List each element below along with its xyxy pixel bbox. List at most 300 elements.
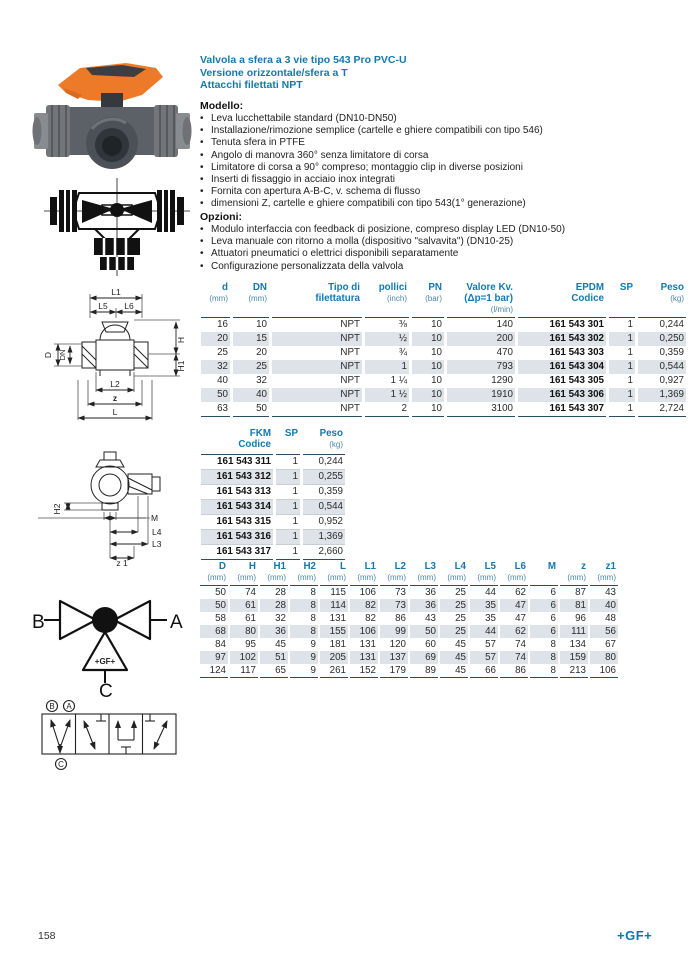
table-cell: 40 [590,599,618,612]
table-cell: 6 [550,586,556,598]
list-item-text: Angolo di manovra 360° senza limitatore di corsa [211,149,429,161]
table-cell: 68 [200,625,228,638]
table-row [201,469,345,484]
table-cell: 0,244 [659,319,684,331]
table-cell: 1 [609,360,635,374]
dim-label-z: z [112,393,118,403]
table-cell: 86 [395,612,406,624]
table-cell: 161 543 311 [217,456,271,468]
kv-specification-table [198,283,689,417]
table-cell: 137 [380,651,408,664]
table-row [200,586,618,599]
column-header: pollici (inch) [365,283,409,318]
list-item-text: Configurazione personalizzata della valvola [211,260,404,272]
table-cell: 20 [201,332,230,346]
table-cell: 0,250 [638,332,686,346]
table-row [201,514,345,529]
fkm-code-table [198,429,348,560]
table-cell: 35 [485,612,496,624]
table-cell: 9 [290,664,318,678]
dimension-drawing-front [38,284,193,426]
table-cell: 1910 [447,388,515,402]
table-cell: 161 543 305 [549,375,604,387]
schema-port-b: B [49,702,55,711]
table-row [201,402,686,417]
table-cell: 213 [560,664,588,678]
table-cell: 61 [245,612,256,624]
table-cell: 51 [260,651,288,664]
table-cell: 56 [590,625,618,638]
table-cell: 2,660 [303,544,345,560]
table-cell: 62 [500,625,528,638]
table-cell: 6 [530,625,558,638]
table-cell: 48 [605,612,616,624]
table-cell: 0,244 [318,456,343,468]
table-cell: 152 [350,664,378,678]
table-row [200,651,618,664]
schema-port-a: A [66,702,72,711]
table-cell: 10 [431,375,442,387]
table-cell: 50 [410,625,438,638]
dimensions-table [198,562,620,678]
table-cell: 470 [496,347,513,359]
page-title-line-3: Attacchi filettati NPT [200,79,303,92]
table-cell: 8 [310,612,316,624]
dim-label-h: H [176,336,186,344]
table-cell: 0,952 [303,514,345,529]
table-cell: 80 [590,651,618,664]
table-cell: 200 [447,332,515,346]
table-cell: 8 [530,664,558,678]
table-cell: NPT [272,388,362,402]
table-cell: 10 [431,319,442,331]
table-cell: 134 [569,638,586,650]
column-header: H2 (mm) [290,562,318,586]
column-header: L3 (mm) [410,562,438,586]
table-cell: 10 [412,402,444,417]
table-cell: 73 [380,599,408,612]
table-cell: 1 [276,484,300,499]
column-header: z1 (mm) [590,562,618,586]
column-header: L1 (mm) [350,562,378,586]
dim-label-h1: H1 [176,360,186,372]
table-cell: 82 [350,599,378,612]
table-cell: 44 [485,586,496,598]
table-cell: 9 [290,651,318,664]
table-cell: 140 [496,319,513,331]
dim-label-l: L [112,407,118,417]
column-header: M [530,562,558,586]
table-row [201,484,345,499]
table-cell: 99 [380,625,408,638]
table-cell: 2,724 [638,402,686,417]
list-item-text: Limitatore di corsa a 90° compreso; montaggio clip in diverse posizioni [211,161,523,173]
table-cell: 1 [276,499,300,514]
table-cell: 131 [359,638,376,650]
table-cell: 1 [627,347,633,359]
table-cell: 25 [455,612,466,624]
table-cell: 95 [245,638,256,650]
table-cell: 205 [320,651,348,664]
table-cell: 1 ¼ [390,375,407,387]
bullet-icon: • [200,161,204,173]
table-cell: 1 [276,529,300,544]
table-cell: 6 [550,612,556,624]
table-cell: 28 [260,599,288,612]
table-cell: 97 [200,651,228,664]
model-heading: Modello: [200,100,244,112]
table-cell: NPT [272,360,362,374]
table-cell: 57 [470,651,498,664]
table-cell: 15 [233,332,269,346]
table-row [201,374,686,388]
table-cell: 66 [470,664,498,678]
table-cell: 161 543 314 [201,499,273,514]
bullet-icon: • [200,198,204,210]
column-header: DN (mm) [233,283,269,318]
column-header: SP [276,429,300,455]
table-cell: 74 [245,586,256,598]
dim-label-l4: L4 [152,527,162,537]
table-cell: 106 [359,586,376,598]
list-item-text: dimensioni Z, cartelle e ghiere compatibili con tipo 543(1° generazione) [211,198,526,210]
table-cell: 58 [215,612,226,624]
table-cell: 82 [365,612,376,624]
column-header: D (mm) [200,562,228,586]
table-cell: NPT [340,375,360,387]
table-cell: 1 [609,388,635,402]
table-cell: 35 [470,599,498,612]
column-header: FKM Codice [201,429,273,455]
table-cell: 181 [329,638,346,650]
table-cell: 0,359 [303,484,345,499]
table-cell: 161 543 316 [201,529,273,544]
list-item [200,150,670,162]
table-cell: 45 [440,651,468,664]
table-cell: 87 [575,586,586,598]
table-cell: 57 [485,638,496,650]
table-row [200,664,618,678]
table-cell: 159 [560,651,588,664]
table-cell: 45 [275,638,286,650]
table-cell: 161 543 315 [201,514,273,529]
table-cell: 8 [530,651,558,664]
table-cell: 47 [500,599,528,612]
flow-port-a: A [170,612,183,633]
dim-label-l5: L5 [98,301,108,311]
table-cell: 25 [440,599,468,612]
table-cell: 1 [276,469,300,484]
header-row [201,283,686,318]
table-cell: 89 [410,664,438,678]
gf-mark: +GF+ [94,657,116,666]
table-row [201,455,345,469]
dim-label-l2: L2 [110,379,120,389]
table-cell: 32 [275,612,286,624]
table-cell: 50 [200,599,228,612]
table-cell: 86 [500,664,528,678]
column-header: H (mm) [230,562,258,586]
bullet-icon: • [200,248,204,260]
table-cell: 45 [440,664,468,678]
dim-label-l3: L3 [152,539,162,549]
table-cell: 36 [425,586,436,598]
table-cell: 69 [410,651,438,664]
column-header: EPDM Codice [518,283,606,318]
list-item [200,174,670,186]
list-item [200,186,670,198]
table-cell: 32 [256,375,267,387]
table-cell: 67 [605,638,616,650]
table-cell: 1,369 [638,388,686,402]
table-cell: 1 [292,456,298,468]
table-cell: 117 [230,664,258,678]
table-cell: 36 [260,625,288,638]
table-cell: 3100 [447,402,515,417]
column-header: Valore Kv. (Δp=1 bar) (l/min) [447,283,515,318]
list-item [200,248,670,260]
table-row [201,544,345,560]
page-title-line-1: Valvola a sfera a 3 vie tipo 543 Pro PVC-U [200,54,407,66]
model-list [200,113,670,211]
table-cell: 84 [215,638,226,650]
options-list [200,224,670,273]
table-row [200,625,618,638]
table-cell: 1,369 [303,529,345,544]
list-item [200,236,670,248]
table-row [200,638,618,651]
column-header: SP [609,283,635,318]
table-cell: 10 [256,319,267,331]
table-cell: 161 543 303 [549,347,604,359]
table-cell: 0,359 [659,347,684,359]
table-cell: 131 [329,612,346,624]
bullet-icon: • [200,186,204,198]
table-row [201,388,686,402]
table-cell: 261 [320,664,348,678]
table-cell: 40 [217,375,228,387]
column-header: L (mm) [320,562,348,586]
table-row [201,529,345,544]
table-cell: 9 [310,638,316,650]
table-cell: 161 543 307 [518,402,606,417]
table-row [200,599,618,612]
table-row [201,332,686,346]
table-cell: 1 [627,319,633,331]
table-cell: 10 [412,388,444,402]
list-item-text: Installazione/rimozione semplice (cartelle e ghiere compatibili con tipo 546) [211,125,543,137]
table-cell: 1 [609,332,635,346]
table-cell: 10 [431,347,442,359]
table-cell: 65 [260,664,288,678]
table-cell: 131 [350,651,378,664]
table-cell: NPT [340,319,360,331]
table-cell: 0,927 [659,375,684,387]
list-item-text: Attuatori pneumatici o elettrici disponibili separatamente [211,248,459,260]
table-cell: 0,544 [638,360,686,374]
table-cell: 0,255 [303,469,345,484]
table-cell: 36 [410,599,438,612]
column-header: L2 (mm) [380,562,408,586]
table-cell: 111 [560,625,588,638]
page-title-line-2: Versione orizzontale/sfera a T [200,66,348,79]
table-cell: 28 [275,586,286,598]
valve-photo [30,55,195,173]
flow-schematic [30,586,185,698]
table-cell: 10 [412,332,444,346]
list-item [200,137,670,149]
table-cell: 161 543 306 [518,388,606,402]
table-cell: 161 543 312 [201,469,273,484]
table-cell: 74 [500,651,528,664]
table-cell: 6 [530,599,558,612]
bullet-icon: • [200,113,204,124]
list-item [200,224,670,236]
bullet-icon: • [200,224,204,235]
table-cell: 50 [233,402,269,417]
dim-label-m: M [151,513,159,523]
table-cell: 50 [215,586,226,598]
table-cell: 161 543 301 [549,319,604,331]
dim-label-l6: L6 [124,301,134,311]
table-cell: 106 [590,664,618,678]
table-cell: ½ [365,332,409,346]
column-header: Peso (kg) [303,429,345,455]
column-header: d (mm) [201,283,230,318]
bullet-icon: • [200,174,204,186]
table-cell: 161 543 304 [518,360,606,374]
list-item [200,198,670,210]
page-number: 158 [38,930,56,942]
list-item-text: Leva manuale con ritorno a molla (dispositivo "salvavita") (DN10-25) [211,236,514,248]
table-cell: 1 [276,514,300,529]
bullet-icon: • [200,260,204,272]
table-cell: 81 [560,599,588,612]
table-cell: 10 [412,360,444,374]
table-cell: 25 [455,586,466,598]
list-item-text: Fornita con apertura A-B-C, v. schema di flusso [211,186,421,198]
table-cell: 1 [276,544,300,560]
dim-label-z1: z 1 [116,558,128,568]
table-cell: 1290 [491,375,513,387]
column-header: L6 (mm) [500,562,528,586]
table-cell: 60 [425,638,436,650]
table-cell: 44 [470,625,498,638]
dim-label-d: D [43,351,53,359]
table-cell: 43 [425,612,436,624]
table-cell: 1 ½ [365,388,409,402]
title-block [200,54,662,92]
table-row [201,318,686,332]
flow-port-c: C [99,681,113,698]
table-cell: 96 [575,612,586,624]
table-cell: 161 543 317 [201,544,273,560]
list-item-text: Inserti di fissaggio in acciaio inox integrati [211,174,395,186]
list-item [200,261,670,273]
table-cell: 793 [447,360,515,374]
flow-port-b: B [32,612,45,633]
table-cell: 32 [201,360,230,374]
dim-label-h2: H2 [52,503,62,515]
options-heading: Opzioni: [200,211,242,223]
column-header: PN (bar) [412,283,444,318]
table-cell: 80 [230,625,258,638]
table-cell: 47 [515,612,526,624]
valve-front-drawing [42,176,192,280]
table-cell: 102 [230,651,258,664]
table-cell: 25 [217,347,228,359]
table-cell: 8 [310,586,316,598]
list-item [200,113,670,125]
table-cell: 8 [290,599,318,612]
header-row [200,562,618,586]
header-row [201,429,345,455]
gf-logo: +GF+ [617,928,653,943]
table-cell: 16 [217,319,228,331]
table-cell: ¾ [398,347,407,359]
schema-port-c: C [58,760,64,769]
table-cell: 1 [609,402,635,417]
table-cell: 161 543 313 [201,484,273,499]
table-cell: 25 [233,360,269,374]
table-cell: 120 [389,638,406,650]
column-header: z (mm) [560,562,588,586]
dim-label-dn: DN [58,349,67,361]
table-cell: 1 [627,375,633,387]
column-header: H1 (mm) [260,562,288,586]
table-cell: 114 [320,599,348,612]
list-item [200,125,670,137]
table-row [201,360,686,374]
table-cell: 0,544 [303,499,345,514]
column-header: Peso (kg) [638,283,686,318]
table-cell: 61 [230,599,258,612]
table-cell: 45 [455,638,466,650]
table-cell: 1 [365,360,409,374]
table-cell: 115 [330,586,346,598]
table-cell: 50 [201,388,230,402]
table-cell: 63 [201,402,230,417]
table-cell: 8 [290,625,318,638]
table-cell: 124 [200,664,228,678]
table-cell: 8 [550,638,556,650]
table-cell: 74 [515,638,526,650]
table-cell: 43 [605,586,616,598]
dimension-drawing-side [38,440,193,568]
list-item [200,162,670,174]
table-cell: 161 543 302 [518,332,606,346]
table-cell: NPT [272,402,362,417]
list-item-text: Leva lucchettabile standard (DN10-DN50) [211,113,397,124]
table-row [201,499,345,514]
table-cell: 155 [320,625,348,638]
table-cell: 20 [256,347,267,359]
table-cell: 179 [380,664,408,678]
table-row [201,346,686,360]
table-cell: 40 [233,388,269,402]
column-header: L4 (mm) [440,562,468,586]
table-cell: 25 [440,625,468,638]
table-cell: 106 [350,625,378,638]
table-cell: NPT [340,347,360,359]
table-cell: NPT [272,332,362,346]
table-cell: 2 [365,402,409,417]
list-item-text: Modulo interfaccia con feedback di posizione, compreso display LED (DN10-50) [211,224,566,235]
table-cell: ⅜ [398,319,407,331]
bullet-icon: • [200,137,204,149]
table-row [200,612,618,625]
flow-schema-strip [34,698,184,772]
